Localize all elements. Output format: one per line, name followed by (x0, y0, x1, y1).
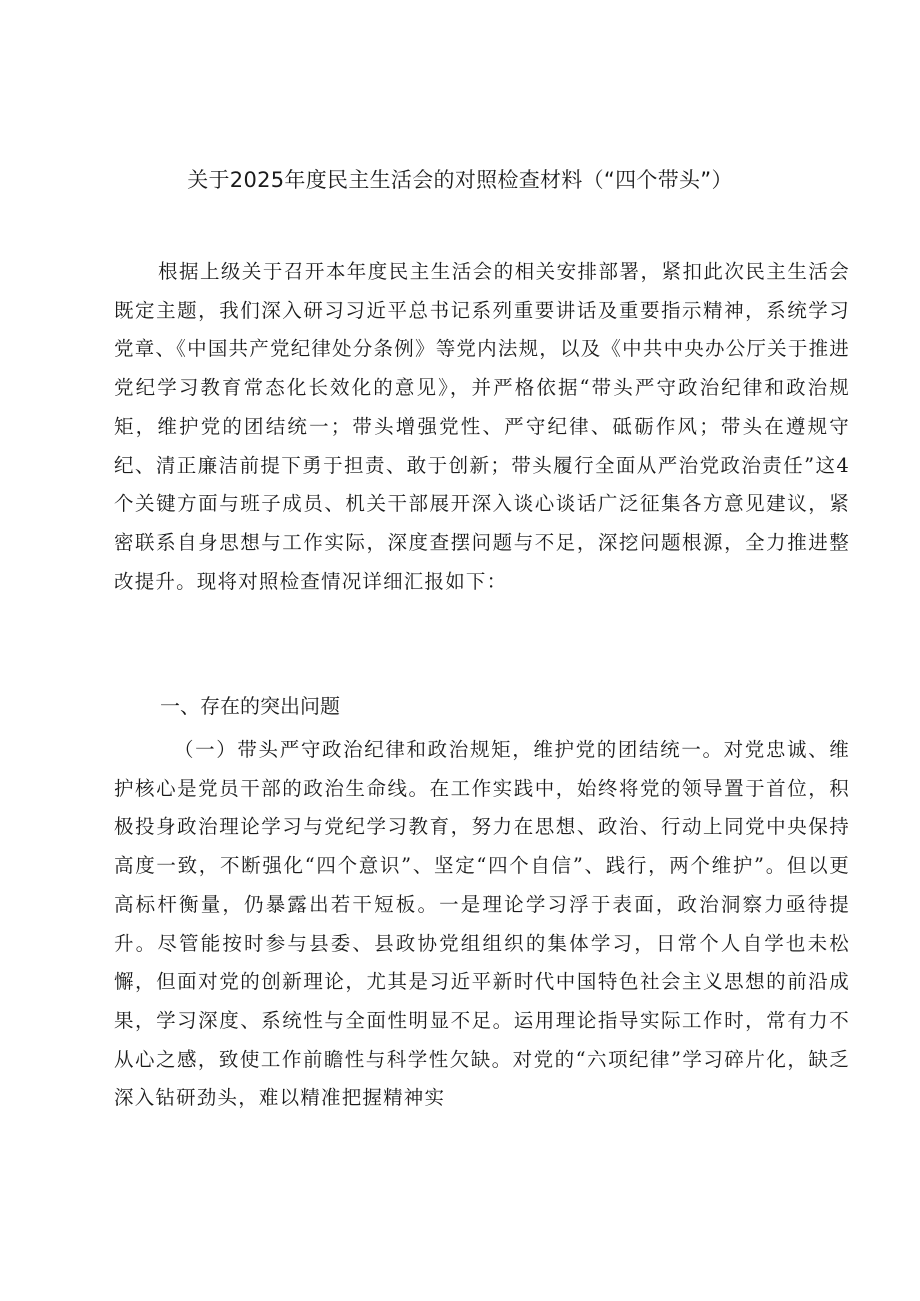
document-title: 关于2025年度民主生活会的对照检查材料（“四个带头”） (187, 168, 733, 192)
subsection-paragraph: （一）带头严守政治纪律和政治规矩，维护党的团结统一。对党忠诚、维护核心是党员干部的政治生命线。在工作实践中，始终将党的领导置于首位，积极投身政治理论学习与党纪学习教育，努力在思想、政治、行动上同党中央保持高度一致，不断强化“四个意识”、坚定“四个自信”、践行，两个维护”。但以更高标杆衡量，仍暴露出若干短板。一是理论学习浮于表面，政治洞察力亟待提升。尽管能按时参与县委、县政协党组组织的集体学习，日常个人自学也未松懈，但面对党的创新理论，尤其是习近平新时代中国特色社会主义思想的前沿成果，学习深度、系统性与全面性明显不足。运用理论指导实际工作时，常有力不从心之感，致使工作前瞻性与科学性欠缺。对党的“六项纪律”学习碎片化，缺乏深入钻研劲头，难以精准把握精神实 (114, 738, 850, 1110)
section-heading: 一、存在的突出问题 (160, 694, 340, 718)
intro-paragraph: 根据上级关于召开本年度民主生活会的相关安排部署，紧扣此次民主生活会既定主题，我们深入研习习近平总书记系列重要讲话及重要指示精神，系统学习党章、《中国共产党纪律处分条例》等党内法规，以及《中共中央办公厅关于推进党纪学习教育常态化长效化的意见》，并严格依据“带头严守政治纪律和政治规矩，维护党的团结统一；带头增强党性、严守纪律、砥砺作风；带头在遵规守纪、清正廉洁前提下勇于担责、敢于创新；带头履行全面从严治党政治责任”这4个关键方面与班子成员、机关干部展开深入谈心谈话广泛征集各方意见建议，紧密联系自身思想与工作实际，深度查摆问题与不足，深挖问题根源，全力推进整改提升。现将对照检查情况详细汇报如下： (114, 260, 850, 593)
